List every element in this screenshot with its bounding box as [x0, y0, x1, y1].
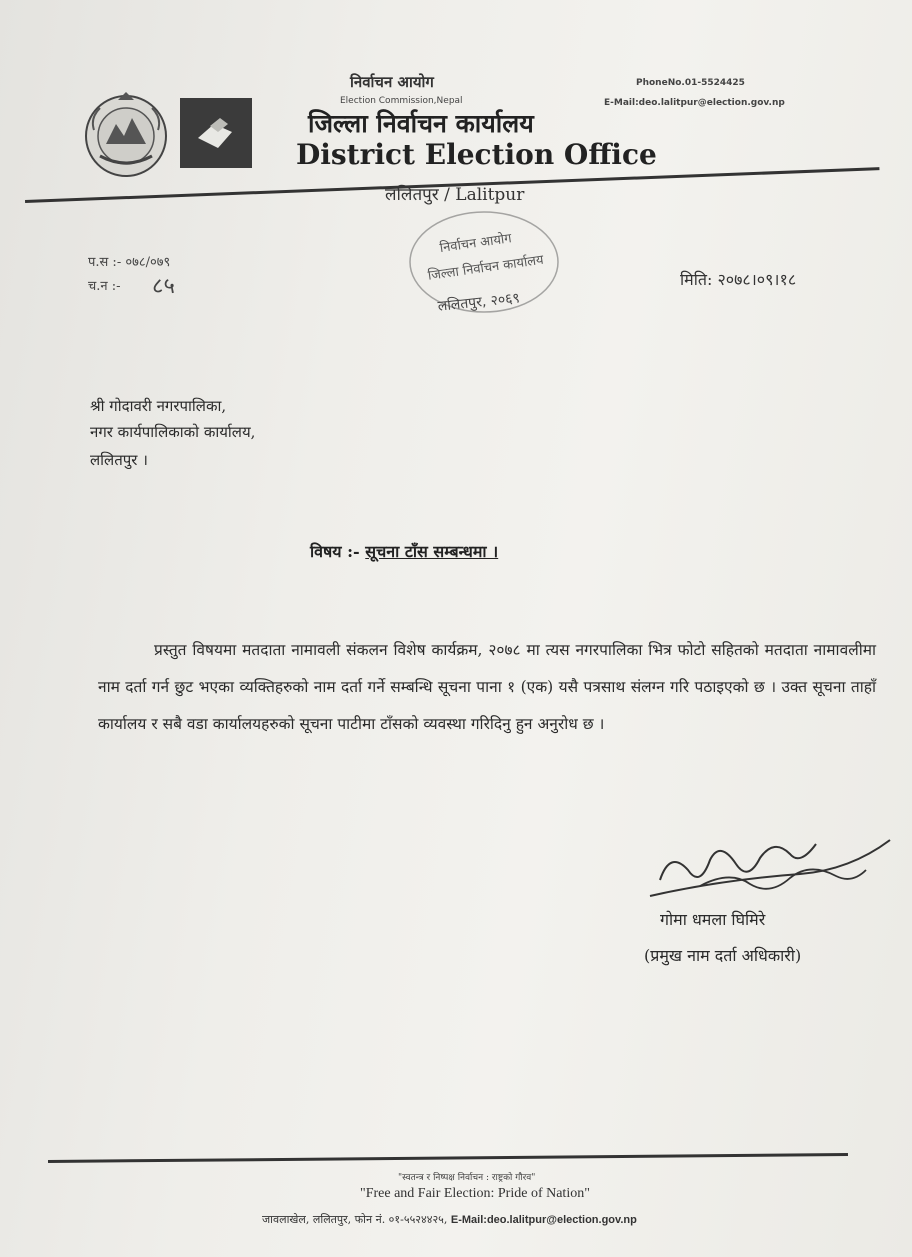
stamp-line-3: ललितपुर, २०६९	[436, 290, 521, 315]
dispatch-number-handwritten: ८५	[152, 274, 175, 299]
stamp-line-1: निर्वाचन आयोग	[438, 231, 513, 257]
nepal-emblem-icon	[80, 88, 172, 180]
commission-name-nepali: निर्वाचन आयोग	[350, 73, 434, 91]
stamp-line-2: जिल्ला निर्वाचन कार्यालय	[427, 252, 545, 284]
footer-address: जावलाखेल, ललितपुर, फोन नं. ०१-५५२४४२५,	[262, 1213, 448, 1226]
letter-date: मिति: २०७८।०९।१८	[680, 270, 797, 289]
office-location: ललितपुर / Lalitpur	[385, 185, 525, 205]
footer-motto-english: "Free and Fair Election: Pride of Nation"	[360, 1186, 590, 1201]
footer-divider	[48, 1153, 848, 1163]
recipient-line-2: नगर कार्यपालिकाको कार्यालय,	[90, 423, 256, 441]
dispatch-number-label: च.न :-	[88, 279, 121, 294]
footer-email: E-Mail:deo.lalitpur@election.gov.np	[450, 1214, 637, 1226]
election-commission-logo	[180, 98, 252, 168]
recipient-line-3: ललितपुर ।	[90, 451, 148, 469]
ballot-box-icon	[180, 98, 252, 168]
footer-motto-nepali: "स्वतन्त्र र निष्पक्ष निर्वाचन : राष्ट्रको गौरव"	[398, 1173, 536, 1183]
office-name-english: District Election Office	[296, 138, 657, 171]
handwritten-signature	[640, 830, 900, 910]
header-email: E-Mail:deo.lalitpur@election.gov.np	[604, 98, 785, 108]
office-stamp	[398, 206, 570, 326]
commission-name-english: Election Commission,Nepal	[340, 96, 463, 106]
subject-value: सूचना टाँस सम्बन्धमा ।	[365, 542, 499, 561]
footer-address-line	[262, 1212, 637, 1227]
signer-title: (प्रमुख नाम दर्ता अधिकारी)	[644, 946, 802, 965]
letter-body: प्रस्तुत विषयमा मतदाता नामावली संकलन विशेष कार्यक्रम, २०७८ मा त्यस नगरपालिका भित्र फोटो सहितको मतदाता नामावलीमा नाम दर्ता गर्न छुट भएका व्यक्तिहरुको नाम दर्ता गर्ने सम्बन्धि सूचना पाना १ (एक) यसै पत्रसाथ संलग्न गरि पठाइएको छ । उक्त सूचना ताहाँ कार्यालय र सबै वडा कार्यालयहरुको सूचना पाटीमा टाँसको व्यवस्था गरिदिनु हुन अनुरोध छ ।	[98, 641, 876, 733]
subject-label: विषय :-	[310, 542, 360, 561]
recipient-line-1: श्री गोदावरी नगरपालिका,	[90, 397, 227, 415]
signer-name: गोमा धमला घिमिरे	[660, 910, 766, 929]
subject-line	[310, 540, 498, 562]
letter-number: प.स :- ०७८/०७९	[88, 255, 171, 270]
office-name-nepali: जिल्ला निर्वाचन कार्यालय	[308, 109, 534, 138]
header-phone: PhoneNo.01-5524425	[636, 78, 745, 88]
